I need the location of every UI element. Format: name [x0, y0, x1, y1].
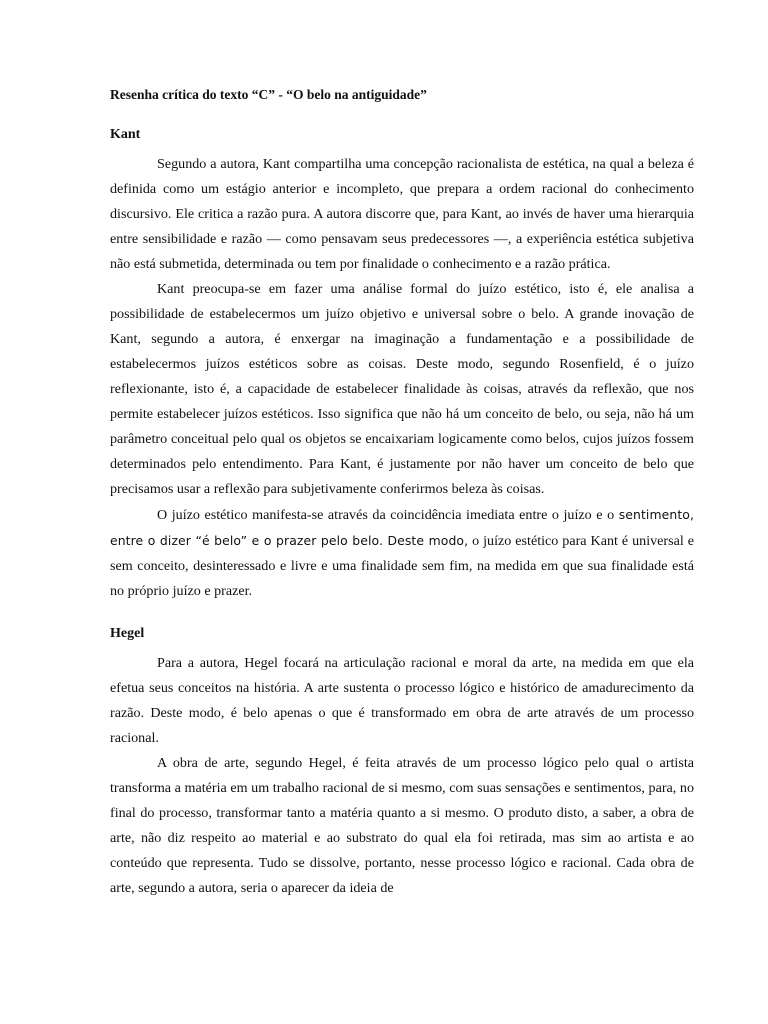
paragraph: Kant preocupa-se em fazer uma análise formal do juízo estético, isto é, ele analisa a possibilidade de estabelecermos um juízo objetivo e universal sobre o belo. A grande inovação de Kant, segundo a autora, é enxergar na imaginação a fundamentação e a possibilidade de estabelecermos juízos estéticos sobre as coisas. Deste modo, segundo Rosenfield, é o juízo reflexionante, isto é, a capacidade de estabelecer finalidade às coisas, através da reflexão, que nos permite estabelecer juízos estéticos. Isso significa que não há um conceito de belo, ou seja, não há um parâmetro conceitual pelo qual os objetos se encaixariam logicamente como belos, cujos juízos fossem determinados pelo entendimento. Para Kant, é justamente por não haver um conceito de belo que precisamos usar a reflexão para subjetivamente conferirmos beleza às coisas. — [110, 281, 694, 497]
document-title: Resenha crítica do texto “C” - “O belo na antiguidade” — [110, 87, 427, 102]
section-heading-hegel: Hegel — [110, 626, 145, 641]
document-body — [110, 86, 694, 901]
paragraph: A obra de arte, segundo Hegel, é feita através de um processo lógico pelo qual o artista transforma a matéria em um trabalho racional de si mesmo, com suas sensações e sentimentos, para, no final do processo, transformar tanto a matéria quanto a si mesmo. O produto disto, a saber, a obra de arte, não diz respeito ao material e ao substrato do qual ela foi retirada, mas sim ao artista e ao conteúdo que representa. Tudo se dissolve, portanto, nesse processo lógico e racional. Cada obra de arte, segundo a autora, seria o aparecer da ideia de — [110, 755, 694, 896]
paragraph: Para a autora, Hegel focará na articulação racional e moral da arte, na medida em que ela efetua seus conceitos na história. A arte sustenta o processo lógico e histórico de amadurecimento da razão. Deste modo, é belo apenas o que é transformado em obra de arte através de um processo racional. — [110, 655, 694, 746]
section-kant — [110, 126, 694, 604]
section-spacer — [110, 604, 694, 625]
paragraph-text-end: o juízo estético para Kant é universal e sem conceito, desinteressado e livre e uma finalidade sem fim, na medida em que sua finalidade está no próprio juízo e prazer. — [110, 533, 695, 599]
paragraph-text-start: O juízo estético manifesta-se através da coincidência imediata entre o juízo e o — [157, 507, 619, 523]
paragraph — [110, 502, 694, 604]
paragraph-text-alt-font: sentimento, entre o dizer “é belo” e o prazer pelo belo. Deste modo, — [110, 507, 694, 548]
paragraph: Segundo a autora, Kant compartilha uma concepção racionalista de estética, na qual a beleza é definida como um estágio anterior e incompleto, que prepara a ordem racional do conhecimento discursivo. Ele critica a razão pura. A autora discorre que, para Kant, ao invés de haver uma hierarquia entre sensibilidade e razão — como pensavam seus predecessores —, a experiência estética subjetiva não está submetida, determinada ou tem por finalidade o conhecimento e a razão prática. — [110, 156, 694, 272]
section-hegel — [110, 625, 694, 901]
section-heading-kant: Kant — [110, 127, 141, 142]
